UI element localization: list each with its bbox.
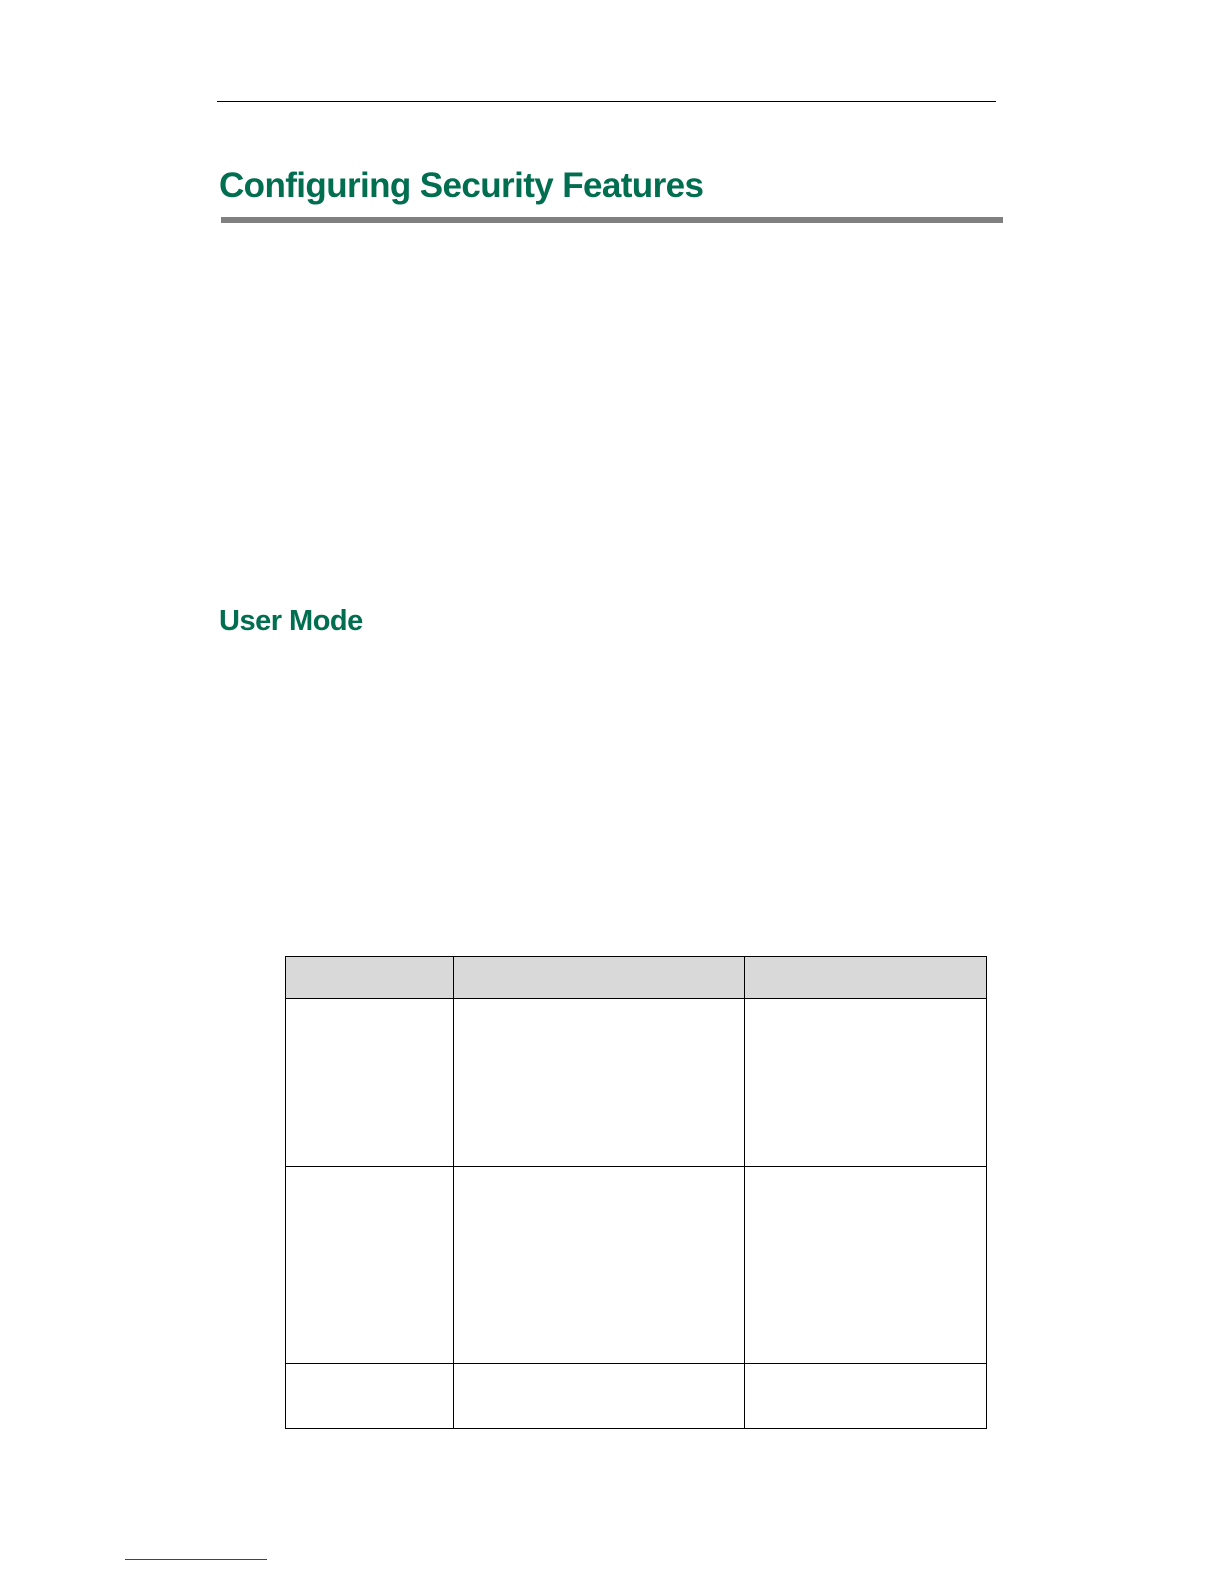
table-cell — [745, 999, 987, 1167]
table-cell — [745, 1364, 987, 1429]
table-row — [286, 1167, 987, 1364]
table-header-row — [286, 957, 987, 999]
table-row — [286, 1364, 987, 1429]
table-cell — [286, 1167, 454, 1364]
section-title-user-mode: User Mode — [219, 605, 363, 637]
table-cell — [286, 1364, 454, 1429]
table-header-cell — [286, 957, 454, 999]
table-cell — [454, 999, 745, 1167]
table-cell — [286, 999, 454, 1167]
running-header-rule — [217, 101, 996, 102]
table-cell — [454, 1364, 745, 1429]
chapter-title: Configuring Security Features — [219, 166, 704, 205]
user-mode-table — [285, 956, 987, 1429]
table-cell — [745, 1167, 987, 1364]
table-header-cell — [454, 957, 745, 999]
table-cell — [454, 1167, 745, 1364]
table-header-cell — [745, 957, 987, 999]
footer-link-underline[interactable] — [125, 1559, 267, 1560]
chapter-title-underline — [221, 217, 1003, 223]
table-row — [286, 999, 987, 1167]
